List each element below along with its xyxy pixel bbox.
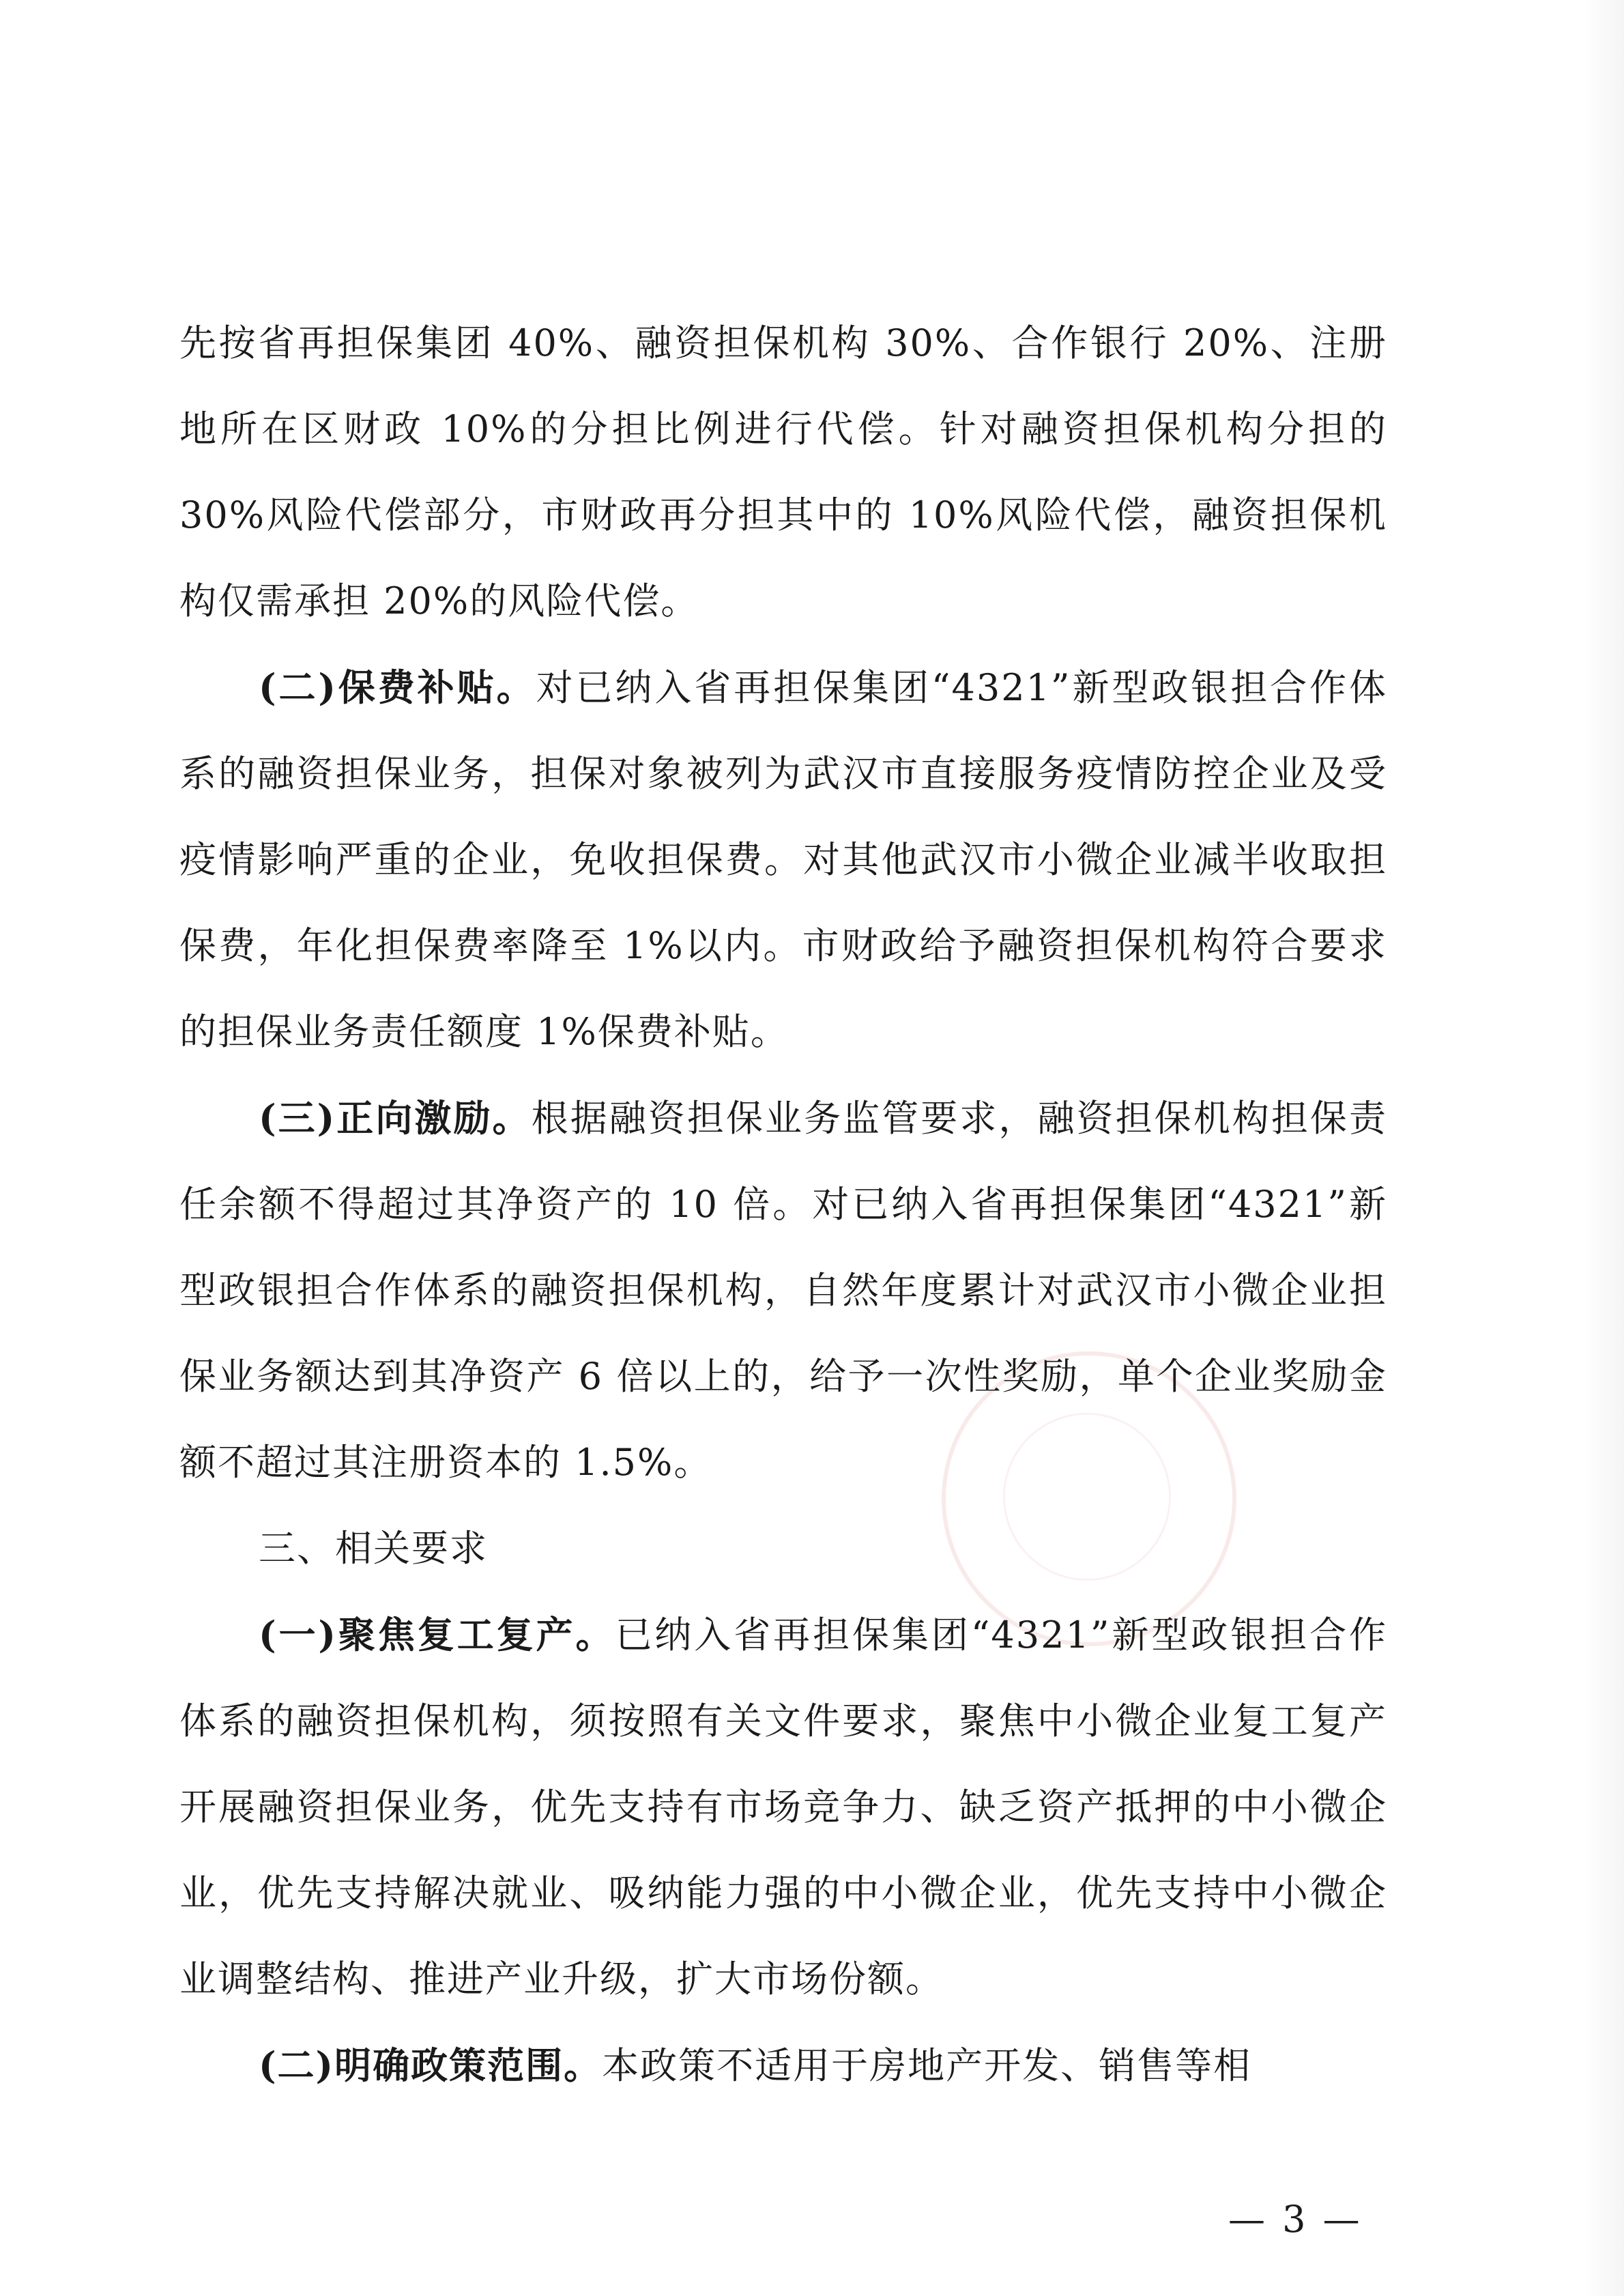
paragraph-lead-focus-resumption: (一)聚焦复工复产。 [259,1613,615,1656]
page-edge-shadow [1583,0,1624,2296]
paragraph-text-policy-scope: 本政策不适用于房地产开发、销售等相 [602,2044,1252,2087]
document-body [179,300,1387,2109]
paragraph-lead-policy-scope: (二)明确政策范围。 [259,2043,603,2087]
paragraph-premium-subsidy [179,644,1387,1075]
paragraph-risk-sharing: 先按省再担保集团 40%、融资担保机构 30%、合作银行 20%、注册地所在区财政 10%的分担比例进行代偿。针对融资担保机构分担的 30%风险代偿部分，市财政再分担其中的 10%风险代偿，融资担保机构仅需承担 20%的风险代偿。 [179,321,1387,622]
paragraph-lead-premium-subsidy: (二)保费补贴。 [259,665,536,709]
paragraph-policy-scope [179,2022,1387,2109]
paragraph-positive-incentive [179,1075,1387,1506]
paragraph-text-positive-incentive: 根据融资担保业务监管要求，融资担保机构担保责任余额不得超过其净资产的 10 倍。对已纳入省再担保集团“4321”新型政银担合作体系的融资担保机构，自然年度累计对武汉市小微企业担保业务额达到其净资产 6 倍以上的，给予一次性奖励，单个企业奖励金额不超过其注册资本的 1.5%。 [179,1097,1387,1484]
paragraph-lead-positive-incentive: (三)正向激励。 [259,1096,532,1140]
paragraph-text-focus-resumption: 已纳入省再担保集团“4321”新型政银担合作体系的融资担保机构，须按照有关文件要求，聚焦中小微企业复工复产开展融资担保业务，优先支持有市场竞争力、缺乏资产抵押的中小微企业，优先支持解决就业、吸纳能力强的中小微企业，优先支持中小微企业调整结构、推进产业升级，扩大市场份额。 [179,1613,1387,2000]
page-number: — 3 — [1228,2198,1363,2241]
paragraph-text-premium-subsidy: 对已纳入省再担保集团“4321”新型政银担合作体系的融资担保业务，担保对象被列为武汉市直接服务疫情防控企业及受疫情影响严重的企业，免收担保费。对其他武汉市小微企业减半收取担保费，年化担保费率降至 1%以内。市财政给予融资担保机构符合要求的担保业务责任额度 1%保费补贴。 [179,666,1387,1053]
paragraph-focus-resumption [179,1592,1387,2022]
section-heading-requirements: 三、相关要求 [259,1527,488,1570]
